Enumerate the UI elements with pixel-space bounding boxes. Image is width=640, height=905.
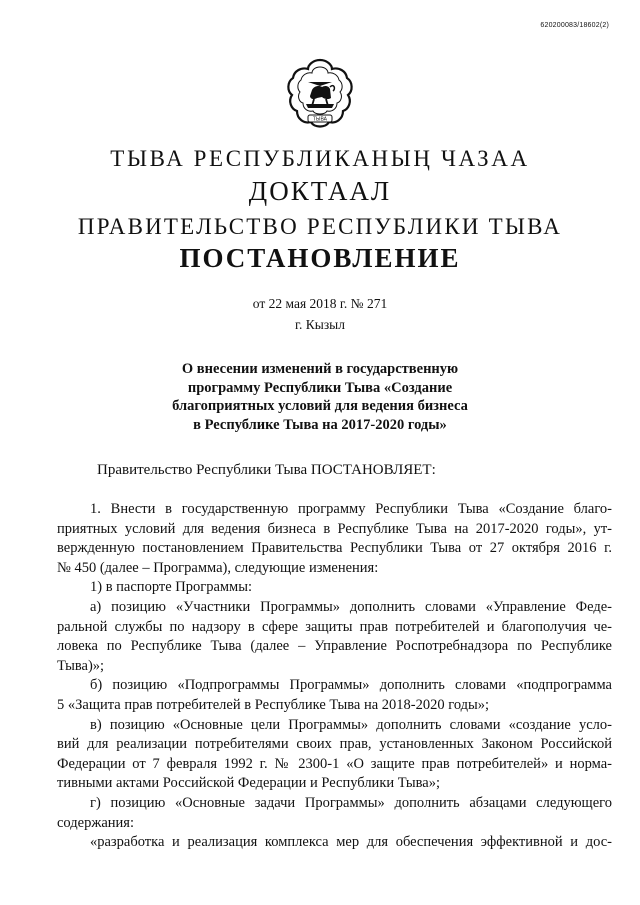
date-and-number: от 22 мая 2018 г. № 271 (252, 296, 388, 311)
body-line: вий для реализации потребителями своих прав, установленных Законом Российской (57, 736, 612, 753)
body-line: тивными актами Российской Федерации и Республики Тыва»; (57, 775, 440, 792)
body-text (57, 500, 612, 853)
body-line: а) позицию «Участники Программы» дополнить словами «Управление Феде- (90, 598, 612, 615)
title-line: программу Республики Тыва «Создание (187, 379, 453, 396)
body-line: Федерации от 7 февраля 1992 г. № 2300-1 «О защите прав потребителей» и норма- (57, 755, 612, 772)
body-line: г) позицию «Основные задачи Программы» дополнить абзацами следующего (90, 794, 612, 811)
document-title (0, 360, 640, 434)
title-line: в Республике Тыва на 2017-2020 годы» (193, 416, 447, 433)
tuvan-government-heading: ТЫВА РЕСПУБЛИКАНЫҢ ЧАЗАА (110, 146, 530, 171)
body-line: содержания: (57, 814, 135, 831)
body-line: ловека по Республике Тыва (далее – Управление Роспотребнадзора по Республике (57, 638, 612, 655)
body-line: приятных условий для ведения бизнеса в Республике Тыва на 2017-2020 годы», ут- (57, 520, 612, 537)
body-line: Тыва)»; (57, 657, 105, 674)
title-line: О внесении изменений в государственную (181, 361, 459, 377)
preamble: Правительство Республики Тыва ПОСТАНОВЛЯЕТ: (97, 462, 436, 478)
body-line: б) позицию «Подпрограммы Программы» дополнить словами «подпрограмма (90, 677, 612, 694)
body-line: ральной службы по надзору в сфере защиты прав потребителей и благополучия че- (57, 618, 612, 635)
tuva-coat-of-arms-icon (286, 58, 354, 134)
body-line: в) позицию «Основные цели Программы» дополнить словами «создание усло- (90, 716, 612, 733)
tuvan-document-type: ДОКТААЛ (248, 176, 392, 206)
svg-text:ТЫВА: ТЫВА (313, 116, 327, 123)
body-line: 1) в паспорте Программы: (90, 579, 252, 596)
russian-document-type: ПОСТАНОВЛЕНИЕ (179, 243, 461, 273)
body-line: 1. Внести в государственную программу Республики Тыва «Создание благо- (90, 501, 612, 517)
body-line: «разработка и реализация комплекса мер для обеспечения эффективной и дос- (90, 834, 612, 851)
russian-government-heading: ПРАВИТЕЛЬСТВО РЕСПУБЛИКИ ТЫВА (77, 214, 563, 239)
title-line: благоприятных условий для ведения бизнеса (172, 398, 468, 414)
body-line: № 450 (далее – Программа), следующие изменения: (57, 559, 379, 576)
body-line: 5 «Защита прав потребителей в Республике Тыва на 2018-2020 годы»; (57, 696, 490, 713)
document-registration-number: 620200083/18602(2) (540, 22, 609, 29)
body-line: вержденную постановлением Правительства Республики Тыва от 27 октября 2016 г. (57, 540, 612, 557)
place-of-issue: г. Кызыл (295, 317, 345, 332)
